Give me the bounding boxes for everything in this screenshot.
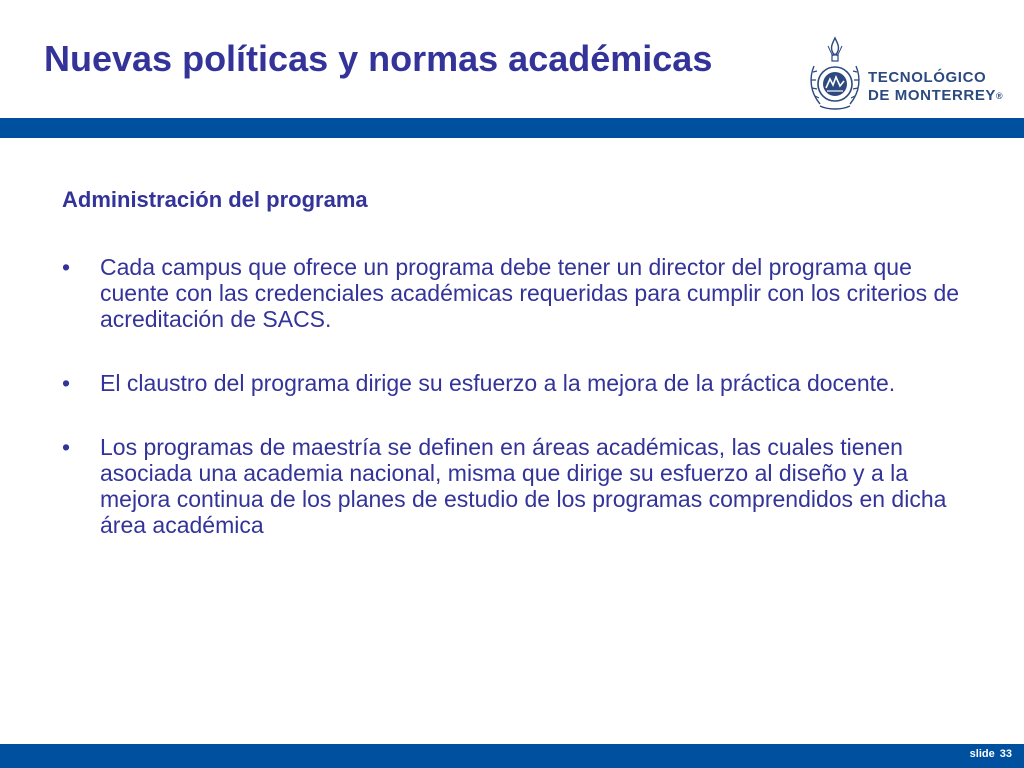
bullet-list — [58, 254, 978, 576]
institution-logo — [806, 36, 1006, 112]
logo-wordmark — [868, 69, 1003, 105]
bullet-item — [58, 254, 978, 332]
bullet-text: Cada campus que ofrece un programa debe tener un director del programa que cuente con las credenciales académicas requeridas para cumplir con los criterios de acreditación de SACS. — [100, 254, 960, 332]
bullet-dot: • — [62, 434, 71, 460]
bullet-item — [58, 434, 978, 538]
footer-band — [0, 744, 1024, 768]
slide-number-value: 33 — [999, 748, 1012, 760]
bullet-text: Los programas de maestría se definen en áreas académicas, las cuales tienen asociada una academia nacional, misma que dirige su esfuerzo al diseño y a la mejora continua de los planes de estudio de los programas comprendidos en dicha área académica — [100, 434, 947, 538]
slide-number-label: slide — [969, 748, 995, 760]
logo-line-2 — [868, 87, 1003, 105]
registered-mark: ® — [996, 91, 1004, 101]
bullet-dot: • — [62, 254, 71, 280]
bullet-item — [58, 370, 978, 396]
logo-line-2-text: DE MONTERREY — [868, 87, 997, 104]
bullet-text: El claustro del programa dirige su esfuerzo a la mejora de la práctica docente. — [100, 370, 896, 396]
header-band — [0, 118, 1024, 138]
institutional-seal-icon — [806, 36, 864, 112]
section-subtitle: Administración del programa — [62, 187, 368, 212]
logo-line-1: TECNOLÓGICO — [868, 69, 987, 86]
slide-number — [970, 748, 1012, 760]
slide-title: Nuevas políticas y normas académicas — [44, 38, 713, 79]
bullet-dot: • — [62, 370, 71, 396]
